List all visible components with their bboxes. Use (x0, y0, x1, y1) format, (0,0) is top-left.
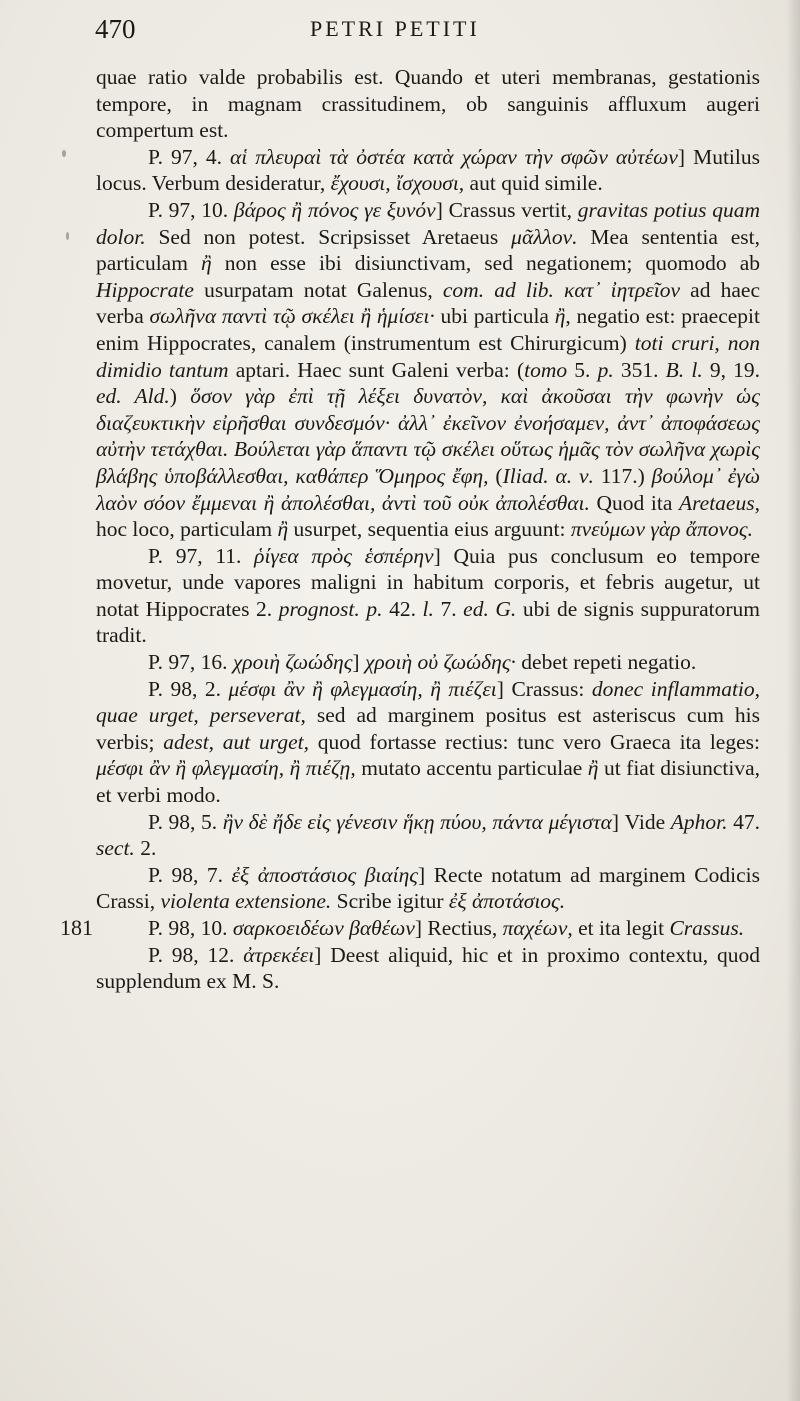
page-number: 470 (95, 14, 136, 44)
italic-text: ἢν δὲ ἤδε εἰς γένεσιν ἥκῃ πύου, πάντα μέγιστα (222, 809, 612, 834)
italic-text: prognost. p. (278, 596, 383, 621)
italic-text: sect. (96, 836, 135, 861)
text-run: Quod ita (589, 490, 679, 515)
text-run: ] Rectius, (414, 916, 503, 940)
text-run: aut quid simile. (464, 171, 603, 196)
italic-text: toti cruri, non dimidio tantum (96, 330, 761, 382)
paragraph (96, 64, 760, 144)
text-run: ] Vide (611, 809, 671, 834)
text-run: usurpet, sequentia eius arguunt: (288, 517, 571, 542)
text-run: Scribe igitur (331, 889, 449, 914)
italic-text: ἔχουσι, ἴσχουσι, (330, 171, 465, 196)
text-run: non esse ibi disiunctivam, sed negationem; quomodo ab (211, 251, 760, 276)
text-run: P. 97, 10. (148, 197, 234, 222)
text-run: 9, 19. (702, 357, 761, 382)
italic-text: ὅσον γὰρ ἐπὶ τῇ λέξει δυνατὸν, καὶ ἀκοῦσαι τὴν φωνὴν ὡς διαζευκτικὴν εἰρῆσθαι συνδεσμόν· ἀλλ᾽ ἐκεῖνον ἐνοήσαμεν, ἀντ᾽ ἀποφάσεως αὐτὴν τετάχθαι. Βούλεται γὰρ ἅπαντι τῷ σκέλει οὕτως ἡμᾶς τὸν σωλῆνα χωρὶς βλάβης ὑποβάλλεσθαι, καθάπερ Ὅμηρος ἔφη, (96, 384, 760, 488)
italic-text: χροιὴ οὐ ζωώδης· (364, 650, 516, 675)
paragraph (96, 649, 760, 676)
text-run: 7. (433, 596, 464, 621)
italic-text: μέσφι ἂν ἢ φλεγμασίη, ἢ πιέζῃ, (96, 756, 356, 781)
italic-text: gravitas potius quam dolor. (96, 197, 760, 249)
italic-text: Iliad. α. ν. (502, 463, 594, 488)
italic-text: ἢ (587, 756, 599, 781)
text-run: P. 97, 16. (148, 650, 233, 675)
text-run: ] Mutilus locus. Verbum desideratur, (96, 144, 760, 196)
text-body (60, 64, 761, 995)
text-run: 47. (727, 809, 760, 834)
text-run: debet repeti negatio. (515, 650, 697, 675)
text-run: ] Crassus vertit, (435, 197, 578, 222)
text-run: ut fiat disiunctiva, et verbi modo. (96, 756, 761, 808)
paragraph (96, 809, 760, 862)
italic-text: Hippocrate (96, 277, 194, 302)
italic-text: ἀτρεκέει (243, 942, 315, 967)
italic-text: αἱ πλευραὶ τὰ ὀστέα κατὰ χώραν τὴν σφῶν αὐτέων (229, 144, 678, 169)
text-run: 5. (567, 357, 598, 382)
italic-text: ἐξ ἀποστάσιος βιαίης (231, 862, 419, 887)
italic-text: ed. Ald. (96, 384, 170, 409)
italic-text: ed. G. (463, 596, 517, 621)
italic-text: ἢ (277, 517, 289, 542)
text-run: 2. (134, 836, 157, 861)
italic-text: χροιὴ ζωώδης (232, 650, 353, 675)
italic-text: tomo (524, 357, 568, 382)
text-run: ( (488, 463, 503, 488)
margin-number: 181 (60, 915, 93, 940)
paragraph (96, 543, 760, 649)
text-run: ] (352, 650, 365, 675)
italic-text: ἢ (554, 304, 566, 329)
text-run: ubi particula (434, 304, 555, 329)
text-run: Sed non potest. Scripsisset Aretaeus (145, 224, 512, 249)
italic-text: p. (597, 357, 614, 382)
italic-text: donec inflammatio, quae urget, perseverat, (96, 676, 761, 728)
italic-text: παχέων, (502, 916, 573, 940)
text-run: aptari. Haec sunt Galeni verba: ( (228, 357, 525, 382)
text-run: ] Deest aliquid, hic et in proximo contextu, quod supplendum ex M. S. (96, 942, 760, 994)
page-header (0, 14, 800, 48)
text-run: quod fortasse rectius: tunc vero Graeca ita leges: (309, 729, 760, 754)
text-run: Mea sententia est, particulam (96, 224, 760, 276)
paragraph (96, 676, 760, 809)
text-run: et ita legit (572, 916, 670, 940)
italic-text: adest, aut urget, (163, 729, 310, 754)
text-run: 117.) (593, 463, 652, 488)
text-run: 42. (382, 596, 423, 621)
text-run: ] Crassus: (496, 676, 592, 701)
italic-text: ῥίγεα πρὸς ἑσπέρην (254, 543, 434, 568)
text-run: P. 97, 11. (148, 543, 255, 568)
text-run: quae ratio valde probabilis est. Quando et uteri membranas, gestationis tempore, in magnam crassitudinem, ob sanguinis affluxum augeri compertum est. (96, 65, 760, 143)
text-run: ad haec verba (96, 277, 760, 329)
italic-text: σαρκοειδέων βαθέων (232, 916, 415, 940)
paragraph (96, 144, 760, 197)
italic-text: Crassus. (669, 916, 745, 940)
ink-spot (66, 232, 69, 240)
italic-text: μέσφι ἂν ἢ φλεγμασίη, ἢ πιέζει (228, 676, 497, 701)
page-edge-shadow (786, 0, 800, 1401)
ink-spot (62, 150, 66, 157)
text-run: ) (169, 384, 191, 409)
text-run: 351. (613, 357, 666, 382)
italic-text: σωλῆνα παντὶ τῷ σκέλει ἢ ἡμίσει· (149, 304, 435, 329)
text-run: ubi de signis suppuratorum tradit. (96, 596, 760, 648)
paragraph (60, 915, 760, 942)
text-run: mutato accentu particulae (355, 756, 588, 781)
italic-text: l. (422, 596, 434, 621)
text-run: sed ad marginem positus est asteriscus cum his verbis; (96, 703, 760, 754)
text-run: ] Quia pus conclusum eo tempore movetur, unde vapores maligni in habitum corporis, et febris augetur, ut notat Hippocrates 2. (96, 543, 761, 621)
text-run: , hoc loco, particulam (96, 490, 760, 542)
text-run: P. 98, 2. (148, 676, 229, 701)
italic-text: ἢ (201, 251, 212, 276)
italic-text: βούλομ᾽ ἐγὼ λαὸν σόον ἔμμεναι ἢ ἀπολέσθαι, ἀντὶ τοῦ οὐκ ἀπολέσθαι. (96, 463, 761, 515)
text-run: P. 97, 4. (148, 144, 230, 169)
text-run: usurpatam notat Galenus, (193, 277, 443, 302)
italic-text: Aphor. (670, 809, 728, 834)
paragraph (96, 942, 760, 995)
italic-text: Aretaeus (678, 490, 755, 515)
text-run: P. 98, 7. (148, 862, 232, 887)
italic-text: μᾶλλον. (511, 224, 578, 249)
text-run: P. 98, 12. (148, 942, 244, 967)
text-run: ] Recte notatum ad marginem Codicis Crassi, (96, 862, 760, 914)
italic-text: πνεύμων γὰρ ἄπονος. (570, 517, 754, 542)
italic-text: violenta extensione. (160, 889, 332, 914)
italic-text: βάρος ἢ πόνος γε ξυνόν (233, 197, 436, 222)
italic-text: com. ad lib. κατ᾽ ἰητρεῖον (442, 277, 681, 302)
italic-text: ἐξ ἀποτάσιος. (448, 889, 566, 914)
text-run: P. 98, 5. (148, 809, 223, 834)
paragraph (96, 197, 760, 543)
text-run: , negatio est: praecepit enim Hippocrates, canalem (instrumentum est Chirurgicum) (96, 304, 760, 355)
paragraph (96, 862, 760, 915)
running-head: PETRI PETITI (310, 16, 480, 41)
text-run: P. 98, 10. (148, 916, 233, 940)
italic-text: B. l. (665, 357, 703, 382)
